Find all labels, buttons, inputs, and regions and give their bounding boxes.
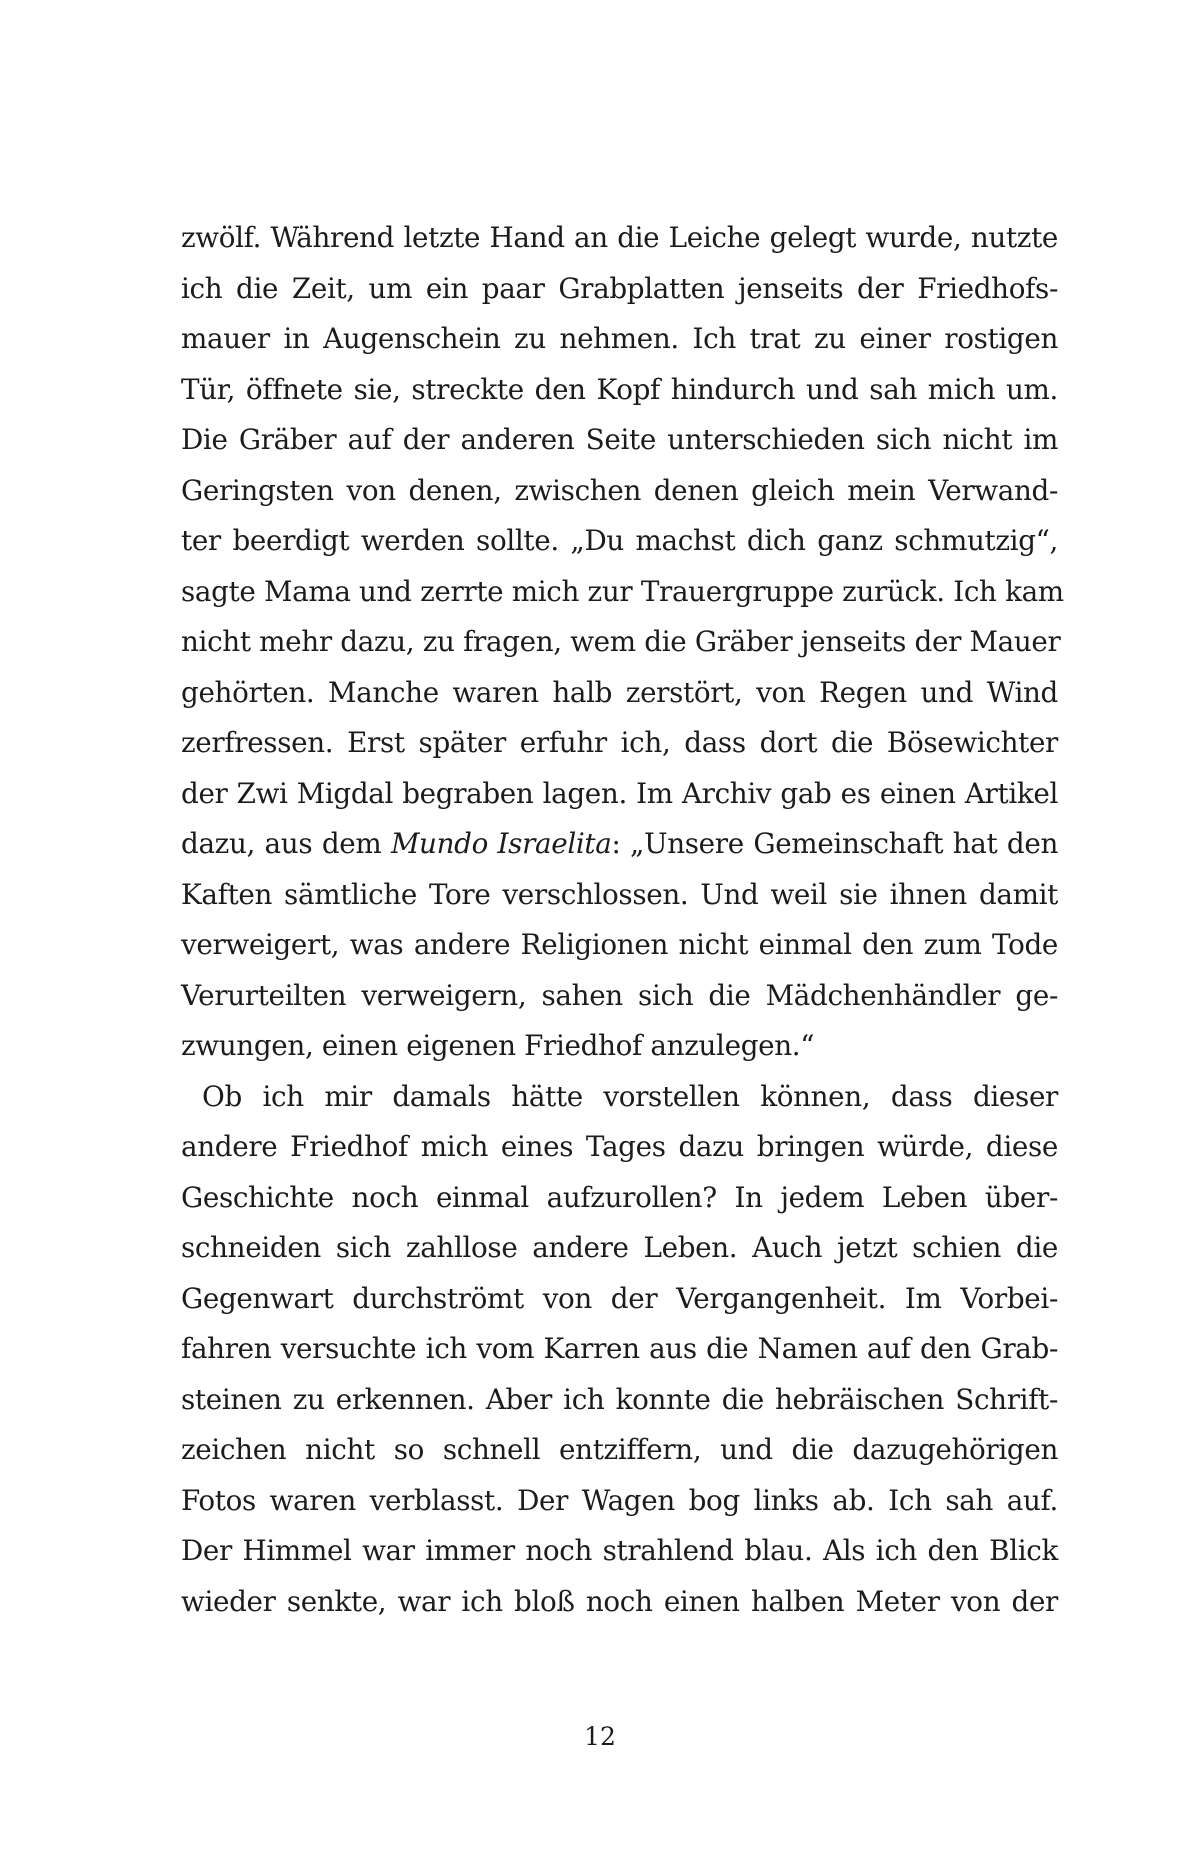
text-segment: : „Unsere Gemeinschaft hat den: [611, 827, 1058, 860]
text-line: zwölf. Während letzte Hand an die Leiche gelegt wurde, nutzte: [181, 221, 1058, 254]
text-line: Geschichte noch einmal aufzurollen? In jedem Leben über-: [181, 1180, 1058, 1214]
text-line: Der Himmel war immer noch strahlend blau. Als ich den Blick: [181, 1534, 1058, 1567]
text-segment: dazu, aus dem: [181, 827, 391, 860]
text-line: Verurteilten verweigern, sahen sich die Mädchenhändler ge-: [181, 978, 1058, 1012]
text-line: Gegenwart durchströmt von der Vergangenheit. Im Vorbei-: [181, 1281, 1058, 1315]
text-line: Tür, öffnete sie, streckte den Kopf hindurch und sah mich um.: [181, 372, 1058, 406]
paragraph-first-line: Ob ich mir damals hätte vorstellen können, dass dieser: [202, 1079, 1058, 1113]
text-line: mauer in Augenschein zu nehmen. Ich trat zu einer rostigen: [181, 322, 1058, 355]
text-line: steinen zu erkennen. Aber ich konnte die hebräischen Schrift-: [181, 1382, 1058, 1416]
text-line: [181, 819, 1058, 870]
text-line: Kaften sämtliche Tore verschlossen. Und weil sie ihnen damit: [181, 877, 1058, 911]
newspaper-title: Mundo Israelita: [390, 827, 612, 860]
text-line: ter beerdigt werden sollte. „Du machst dich ganz schmutzig“,: [181, 524, 1058, 557]
text-line: der Zwi Migdal begraben lagen. Im Archiv gab es einen Artikel: [181, 776, 1058, 810]
text-line: zerfressen. Erst später erfuhr ich, dass dort die Bösewichter: [181, 726, 1058, 759]
text-line: Fotos waren verblasst. Der Wagen bog links ab. Ich sah auf.: [181, 1483, 1058, 1517]
text-line: Die Gräber auf der anderen Seite unterschieden sich nicht im: [181, 423, 1058, 456]
text-line: gehörten. Manche waren halb zerstört, von Regen und Wind: [181, 675, 1058, 709]
text-line: nicht mehr dazu, zu fragen, wem die Gräber jenseits der Mauer: [181, 625, 1061, 658]
text-line: zeichen nicht so schnell entziffern, und die dazugehörigen: [181, 1433, 1058, 1466]
text-line: Geringsten von denen, zwischen denen gleich mein Verwand-: [181, 473, 1058, 507]
text-line: verweigert, was andere Religionen nicht einmal den zum Tode: [181, 928, 1058, 961]
text-line: zwungen, einen eigenen Friedhof anzulegen.“: [181, 1029, 815, 1062]
text-line: sagte Mama und zerrte mich zur Trauergruppe zurück. Ich kam: [181, 574, 1064, 608]
text-line: fahren versuchte ich vom Karren aus die Namen auf den Grab-: [181, 1332, 1058, 1365]
text-line: schneiden sich zahllose andere Leben. Auch jetzt schien die: [181, 1231, 1058, 1264]
text-line: ich die Zeit, um ein paar Grabplatten jenseits der Friedhofs-: [181, 271, 1058, 305]
text-line: wieder senkte, war ich bloß noch einen halben Meter von der: [181, 1584, 1058, 1618]
body-text: [181, 213, 1064, 1627]
text-line: andere Friedhof mich eines Tages dazu bringen würde, diese: [181, 1130, 1058, 1163]
page-number: 12: [584, 1722, 616, 1751]
